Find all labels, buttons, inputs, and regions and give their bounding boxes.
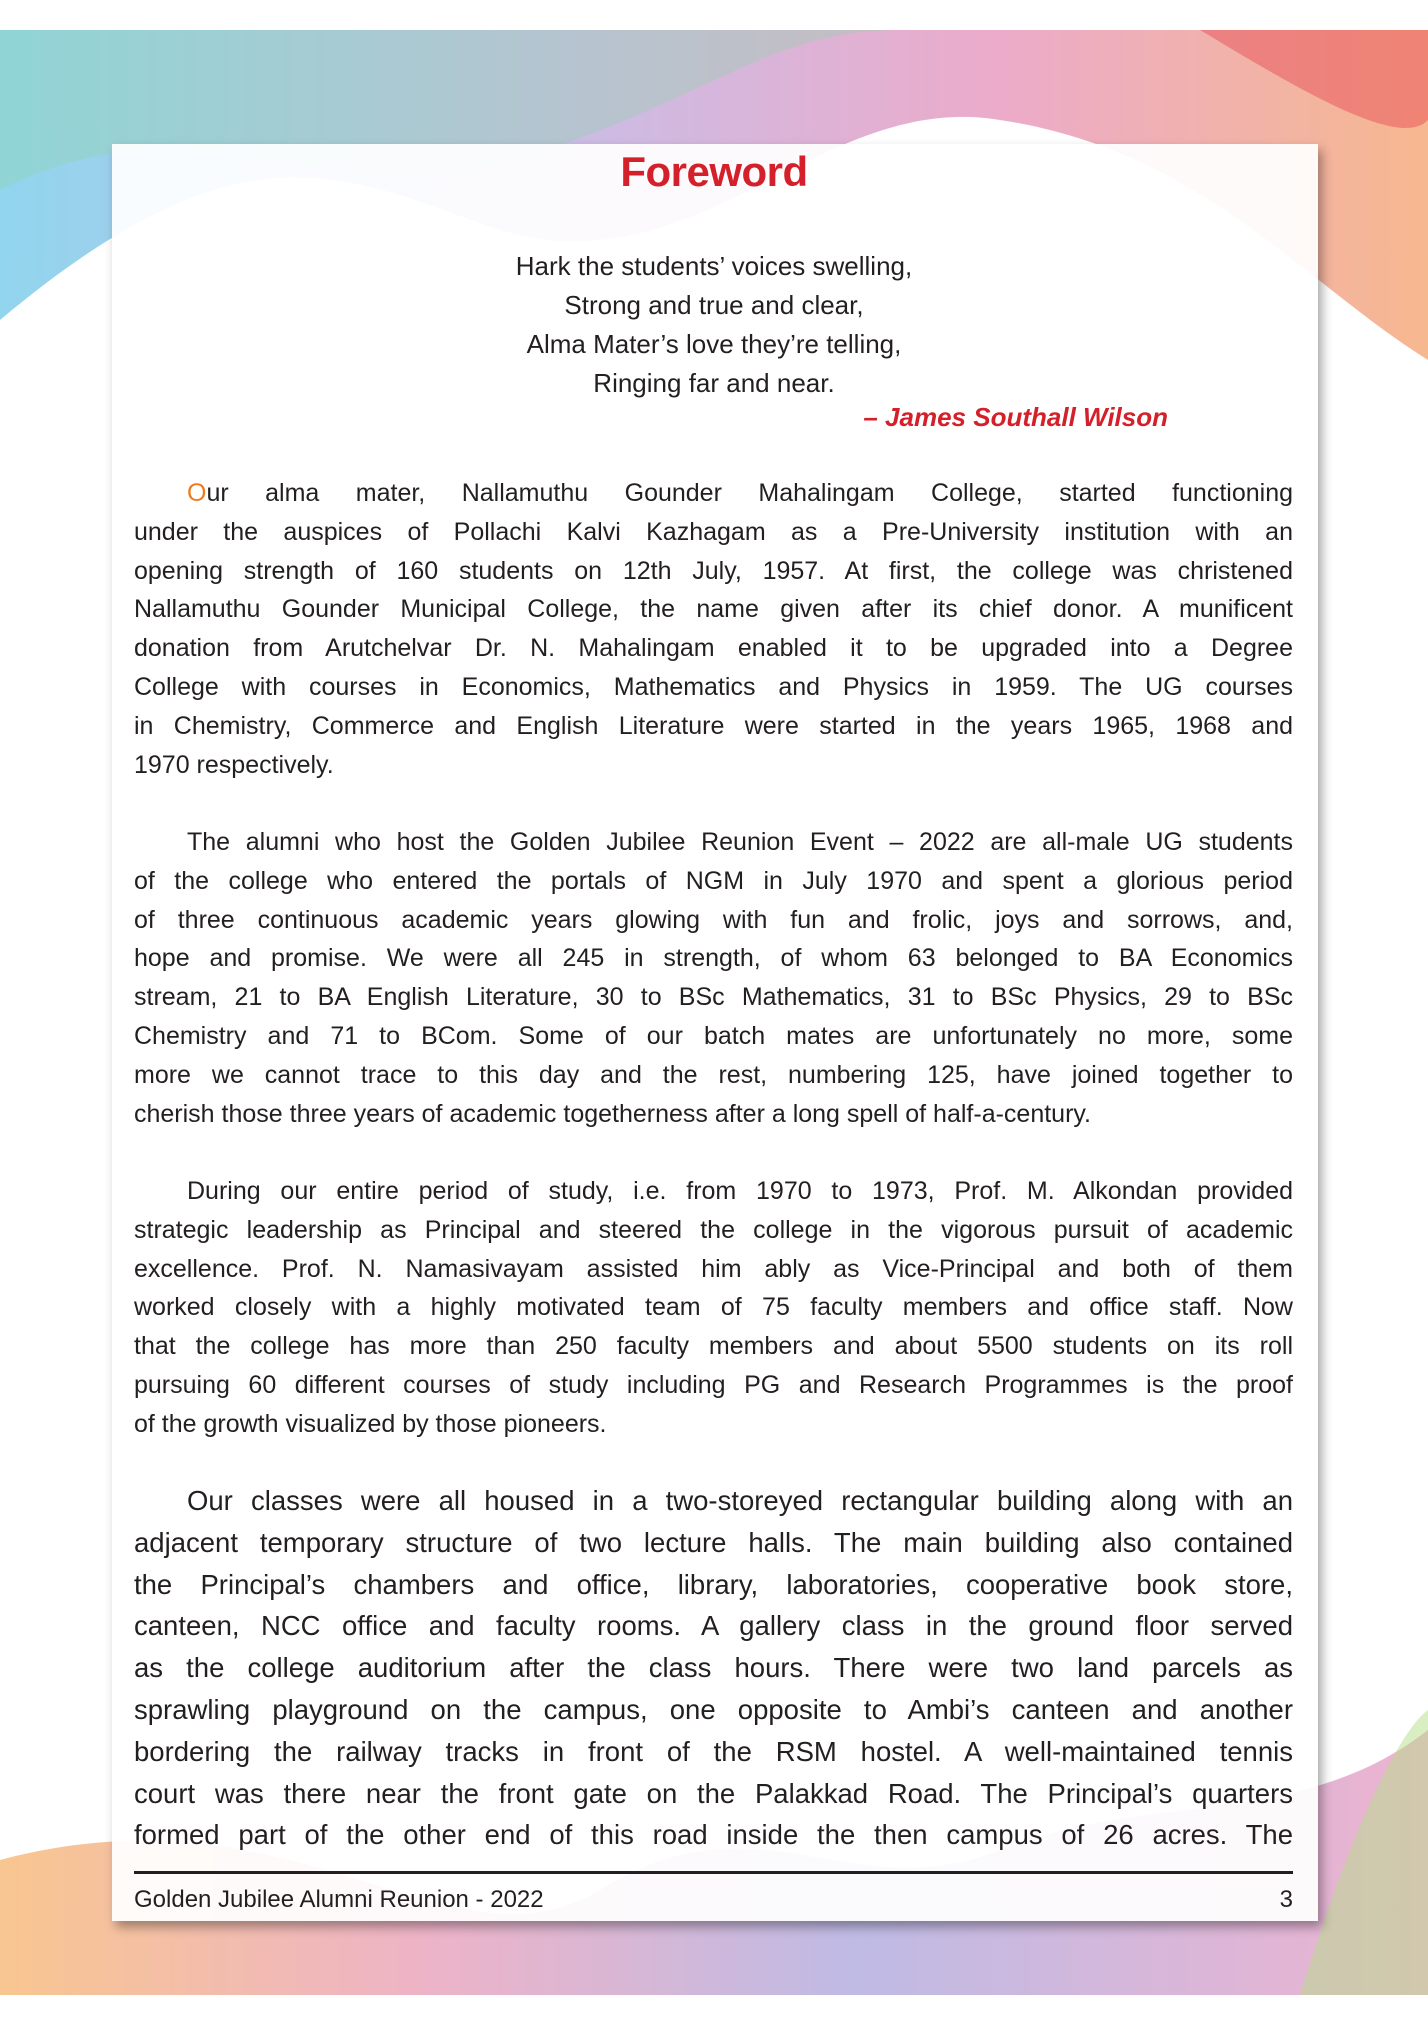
text-line: as the college auditorium after the class hours. There were two land parcels as — [134, 1652, 1293, 1684]
text-line: pursuing 60 different courses of study including PG and Research Programmes is the proof — [134, 1370, 1293, 1399]
paragraph-1 — [134, 474, 1293, 784]
text-line: Our classes were all housed in a two-storeyed rectangular building along with an — [187, 1485, 1293, 1516]
text-line: under the auspices of Pollachi Kalvi Kazhagam as a Pre-University institution with an — [134, 517, 1293, 546]
text-line: of three continuous academic years glowing with fun and frolic, joys and sorrows, and, — [134, 905, 1293, 934]
text-line: The alumni who host the Golden Jubilee Reunion Event – 2022 are all-male UG students — [187, 828, 1293, 856]
text-line: in Chemistry, Commerce and English Literature were started in the years 1965, 1968 and — [134, 711, 1293, 740]
paragraph-4 — [134, 1480, 1293, 1856]
text-line: opening strength of 160 students on 12th July, 1957. At first, the college was christened — [134, 556, 1293, 585]
page-footer — [134, 1886, 1293, 1914]
paragraph-2 — [134, 823, 1293, 1133]
drop-cap: O — [187, 479, 207, 507]
text-line: hope and promise. We were all 245 in strength, of whom 63 belonged to BA Economics — [134, 944, 1293, 973]
text-line: adjacent temporary structure of two lecture halls. The main building also contained — [134, 1526, 1293, 1558]
poem-line: Strong and true and clear, — [564, 290, 864, 320]
text-line: more we cannot trace to this day and the rest, numbering 125, have joined together to — [134, 1060, 1293, 1089]
text-line: 1970 respectively. — [134, 750, 334, 779]
text-line: donation from Arutchelvar Dr. N. Mahalingam enabled it to be upgraded into a Degree — [134, 634, 1293, 663]
text-line — [134, 474, 1293, 513]
text-line: formed part of the other end of this road inside the then campus of 26 acres. The — [134, 1819, 1293, 1851]
text-line: canteen, NCC office and faculty rooms. A gallery class in the ground floor served — [134, 1610, 1293, 1642]
text-line: College with courses in Economics, Mathematics and Physics in 1959. The UG courses — [134, 672, 1293, 701]
text-line: strategic leadership as Principal and steered the college in the vigorous pursuit of academic — [134, 1215, 1293, 1244]
text-line: During our entire period of study, i.e. from 1970 to 1973, Prof. M. Alkondan provided — [187, 1177, 1293, 1205]
text-line: the Principal’s chambers and office, library, laboratories, cooperative book store, — [134, 1568, 1293, 1600]
poem-line: Ringing far and near. — [593, 368, 835, 398]
page-title: Foreword — [620, 148, 808, 195]
text-line: court was there near the front gate on the Palakkad Road. The Principal’s quarters — [134, 1777, 1293, 1809]
footer-divider — [134, 1871, 1293, 1874]
page-number: 3 — [1279, 1886, 1293, 1913]
text-line: worked closely with a highly motivated team of 75 faculty members and office staff. Now — [134, 1293, 1293, 1322]
text-line: of the growth visualized by those pioneers. — [134, 1409, 607, 1438]
text-line: stream, 21 to BA English Literature, 30 to BSc Mathematics, 31 to BSc Physics, 29 to BSc — [134, 983, 1293, 1012]
text-line: excellence. Prof. N. Namasivayam assisted him ably as Vice-Principal and both of them — [134, 1254, 1293, 1283]
paragraph-3 — [134, 1172, 1293, 1444]
text-line: Chemistry and 71 to BCom. Some of our batch mates are unfortunately no more, some — [134, 1021, 1293, 1050]
text-line: bordering the railway tracks in front of the RSM hostel. A well-maintained tennis — [134, 1735, 1293, 1767]
poem-line: Hark the students’ voices swelling, — [515, 251, 913, 281]
poem-attribution: – James Southall Wilson — [863, 402, 1168, 432]
text-line-content: ur alma mater, Nallamuthu Gounder Mahalingam College, started functioning — [206, 479, 1293, 507]
poem-quote — [0, 247, 1428, 403]
footer-title: Golden Jubilee Alumni Reunion - 2022 — [134, 1886, 544, 1913]
text-line: cherish those three years of academic togetherness after a long spell of half-a-century. — [134, 1099, 1091, 1128]
poem-line: Alma Mater’s love they’re telling, — [526, 329, 902, 359]
text-line: Nallamuthu Gounder Municipal College, the name given after its chief donor. A munificent — [134, 595, 1293, 624]
text-line: of the college who entered the portals of NGM in July 1970 and spent a glorious period — [134, 866, 1293, 895]
text-line: that the college has more than 250 faculty members and about 5500 students on its roll — [134, 1332, 1293, 1361]
text-line: sprawling playground on the campus, one opposite to Ambi’s canteen and another — [134, 1693, 1293, 1725]
